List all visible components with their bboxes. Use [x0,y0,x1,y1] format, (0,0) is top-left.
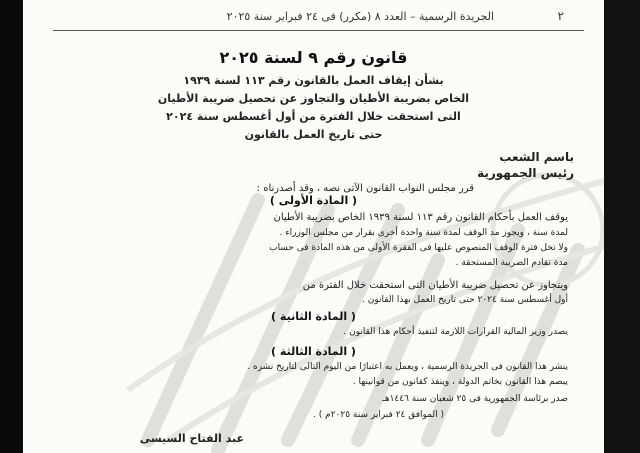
article-heading: ( المادة الثانية ) [271,310,356,323]
enactment-clause: قرر مجلس النواب القانون الآتى نصه ، وقد أصدرناه : [256,183,474,194]
law-subtitle-line: بشأن إيقاف العمل بالقانون رقم ١١٣ لسنة ١٩٣٩ [183,74,444,87]
president-label: رئيس الجمهورية [477,166,574,180]
article-line: ينشر هذا القانون فى الجريدة الرسمية ، ويعمل به اعتبارًا من اليوم التالى لتاريخ نشره . [247,362,568,372]
header-divider [53,30,584,31]
article-heading: ( المادة الأولى ) [269,194,358,207]
issued-at: صدر برئاسة الجمهورية فى ٢٥ شعبان سنة ١٤٤٦هـ [382,394,568,404]
article-line: يصدر وزير المالية القرارات اللازمة لتنفيذ أحكام هذا القانون . [343,327,568,337]
law-subtitle-line: حتى تاريخ العمل بالقانون [244,128,383,141]
article-line: ويتجاوز عن تحصيل ضريبة الأطيان التى استحقت خلال الفترة من [302,280,568,291]
article-line: مدة تقادم الضريبة المستحقة . [455,258,568,268]
article-heading: ( المادة الثالثة ) [271,345,356,358]
law-subtitle-line: التى استحقت خلال الفترة من أول أغسطس سنة ٢٠٢٤ [166,110,461,123]
law-subtitle-line: الخاص بضريبة الأطيان والتجاوز عن تحصيل ضريبة الأطيان [157,92,470,105]
page-number: ٢ [557,9,564,23]
gazette-page [23,0,604,453]
dark-margin-right [604,0,640,453]
signature-name: عبد الفتاح السيسى [139,432,244,445]
article-line: أول أغسطس سنة ٢٠٢٤ حتى تاريخ العمل بهذا القانون . [362,295,568,305]
article-line: يوقف العمل بأحكام القانون رقم ١١٣ لسنة ١٩٣٩ الخاص بضريبة الأطيان [273,212,568,223]
article-line: ولا تخل فترة الوقف المنصوص عليها فى الفقرة الأولى من هذه المادة فى حساب [269,243,568,253]
article-line: لمدة سنة ، ويجوز مد الوقف لمدة سنة واحدة أخرى بقرار من مجلس الوزراء . [279,228,568,238]
article-line: يبصم هذا القانون بخاتم الدولة ، وينفذ كقانون من قوانينها . [352,377,568,387]
running-header [63,9,564,27]
in-name-of-people: باسم الشعب [499,150,574,164]
dark-margin-left [0,0,23,453]
running-title: الجريدة الرسمية – العدد ٨ (مكرر) فى ٢٤ فبراير سنة ٢٠٢٥ [226,10,494,23]
law-title: قانون رقم ٩ لسنة ٢٠٢٥ [219,48,408,67]
gregorian-date: ( الموافق ٢٤ فبراير سنة ٢٠٢٥م ) . [313,410,444,420]
